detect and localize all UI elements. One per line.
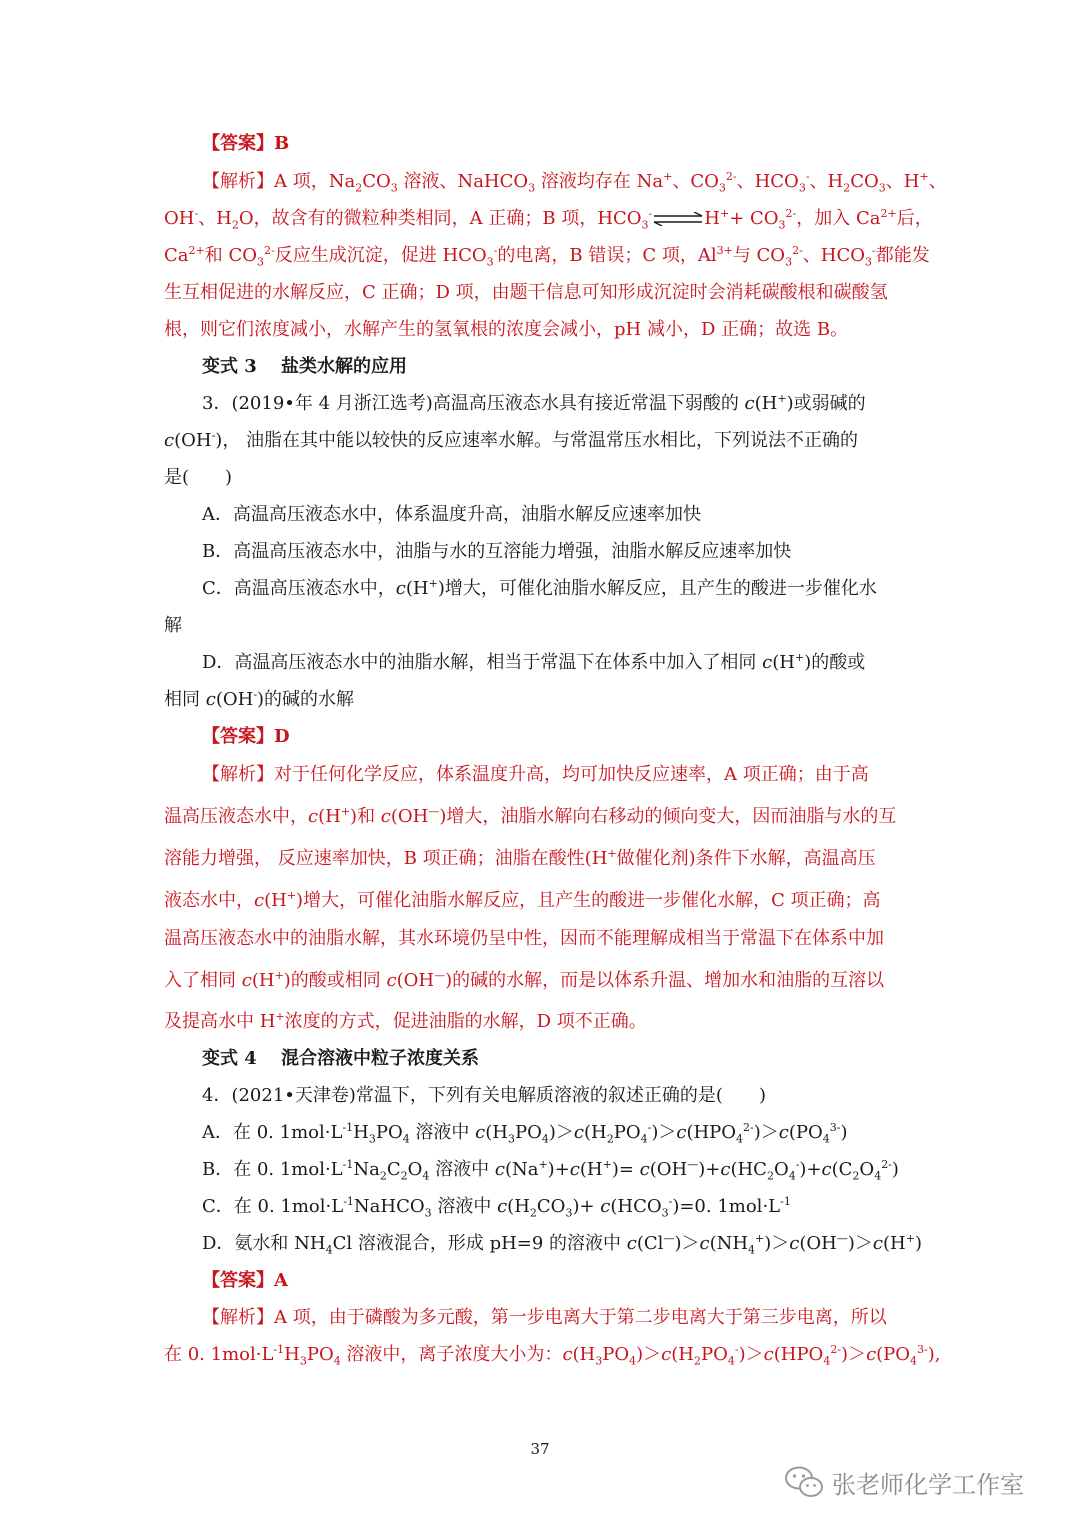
analysis-line: 【解析】A 项，由于磷酸为多元酸，第一步电离大于第二步电离大于第三步电离，所以 bbox=[202, 1307, 887, 1328]
analysis-line: 液态水中，c(H+)增大，可催化油脂水解反应，且产生的酸进一步催化水解，C 项正确；高 bbox=[164, 889, 881, 911]
option-a: A．高温高压液态水中，体系温度升高，油脂水解反应速率加快 bbox=[202, 504, 701, 525]
option-d: D．氨水和 $NH_4Cl$ 溶液混合，形成 pH=9 的溶液中 $c(Cl^—)>c(NH_4^+)>c(OH^—)>c(H^+)$ bbox=[202, 1232, 922, 1257]
option-b: B．高温高压液态水中，油脂与水的互溶能力增强，油脂水解反应速率加快 bbox=[202, 541, 792, 562]
question-line: 4．(2021•天津卷)常温下，下列有关电解质溶液的叙述正确的是( ) bbox=[202, 1085, 766, 1106]
analysis-line: 根，则它们浓度减小，水解产生的氢氧根的浓度会减小，pH 减小，D 正确；故选 B。 bbox=[164, 319, 849, 340]
option-b: B．在 0. $1mol\cdot L^{-1}Na_2C_2O_4$ 溶液中 $c(Na^+)+c(H^+)= c(OH^—)+c(HC_2O_4^-)+c(C_2O_4^{2-})$ bbox=[202, 1158, 899, 1183]
analysis-line: 溶能力增强， 反应速率加快，B 项正确；油脂在酸性(H+做催化剂)条件下水解，高温高压 bbox=[164, 847, 876, 869]
section-heading: 变式 3 盐类水解的应用 bbox=[202, 356, 408, 377]
page-number: 37 bbox=[530, 1440, 550, 1458]
analysis-line: 温高压液态水中，c(H+)和 c(OH—)增大，油脂水解向右移动的倾向变大，因而油脂与水的互 bbox=[164, 805, 897, 827]
analysis-line: $Ca^{2+}$和 $CO_3^{2-}$反应生成沉淀，促进 $HCO_3^-$的电离，B 错误；C 项，$Al^{3+}$与 $CO_3^{2-}$、$HCO_3^-$都能发 bbox=[164, 244, 930, 269]
analysis-line: 生互相促进的水解反应，C 正确；D 项，由题干信息可知形成沉淀时会消耗碳酸根和碳酸氢 bbox=[164, 282, 888, 303]
watermark bbox=[784, 1462, 1024, 1502]
option-c: C．高温高压液态水中，c(H+)增大，可催化油脂水解反应，且产生的酸进一步催化水 bbox=[202, 577, 877, 599]
question-line: c(OH-)， 油脂在其中能以较快的反应速率水解。与常温常压水相比，下列说法不正确的 bbox=[164, 429, 859, 451]
option-d: D．高温高压液态水中的油脂水解，相当于常温下在体系中加入了相同 c(H+)的酸或 bbox=[202, 651, 866, 673]
question-line: 是( ) bbox=[164, 467, 233, 488]
analysis-line: 【解析】对于任何化学反应，体系温度升高，均可加快反应速率，A 项正确；由于高 bbox=[202, 764, 869, 785]
answer-label: 【答案】B bbox=[202, 133, 290, 154]
analysis-line: 入了相同 c(H+)的酸或相同 c(OH—)的碱的水解，而是以体系升温、增加水和油脂的互溶以 bbox=[164, 969, 885, 991]
option-c: C．在 0. $1mol\cdot L^{-1}NaHCO_3$ 溶液中 $c(H_2CO_3)+ c(HCO_3^-)=0$. $1mol\cdot L^{-1}$ bbox=[202, 1195, 791, 1220]
equilibrium-arrow-icon bbox=[652, 212, 704, 226]
analysis-line: 在 0. $1mol\cdot L^{-1}H_3PO_4$ 溶液中，离子浓度大小为：$c(H_3PO_4)>c(H_2PO_4^-)>c(HPO_4^{2-})>c(PO_4^{3-})$, bbox=[164, 1343, 941, 1368]
wechat-icon bbox=[784, 1465, 824, 1499]
question-line: 3．(2019•年 4 月浙江选考)高温高压液态水具有接近常温下弱酸的 c(H+)或弱碱的 bbox=[202, 392, 866, 414]
answer-label: 【答案】A bbox=[202, 1270, 288, 1291]
option-a: A．在 0. $1mol\cdot L^{-1}H_3PO_4$ 溶液中 $c(H_3PO_4)>c(H_2PO_4^-)>c(HPO_4^{2-})>c(PO_4^{3-})$ bbox=[202, 1121, 848, 1146]
option-d: 相同 c(OH-)的碱的水解 bbox=[164, 688, 355, 710]
answer-label: 【答案】D bbox=[202, 726, 290, 747]
analysis-line: 【解析】A 项，$Na_2CO_3$ 溶液、NaHCO$_3$ 溶液均存在 Na+、$CO_3^{2-}$、$HCO_3^-$、$H_2CO_3$、H+、 bbox=[202, 170, 947, 195]
analysis-line: 温高压液态水中的油脂水解，其水环境仍呈中性，因而不能理解成相当于常温下在体系中加 bbox=[164, 928, 884, 949]
option-c: 解 bbox=[164, 615, 182, 636]
watermark-text: 张老师化学工作室 bbox=[832, 1470, 1024, 1499]
section-heading: 变式 4 混合溶液中粒子浓度关系 bbox=[202, 1048, 480, 1069]
analysis-line: 及提高水中 H+浓度的方式，促进油脂的水解，D 项不正确。 bbox=[164, 1010, 647, 1032]
analysis-line: OH-、$H_2O$，故含有的微粒种类相同，A 正确；B 项，$HCO_3^-$ $H^++ CO_3^{2-}$，加入 $Ca^{2+}$后， bbox=[164, 207, 933, 232]
